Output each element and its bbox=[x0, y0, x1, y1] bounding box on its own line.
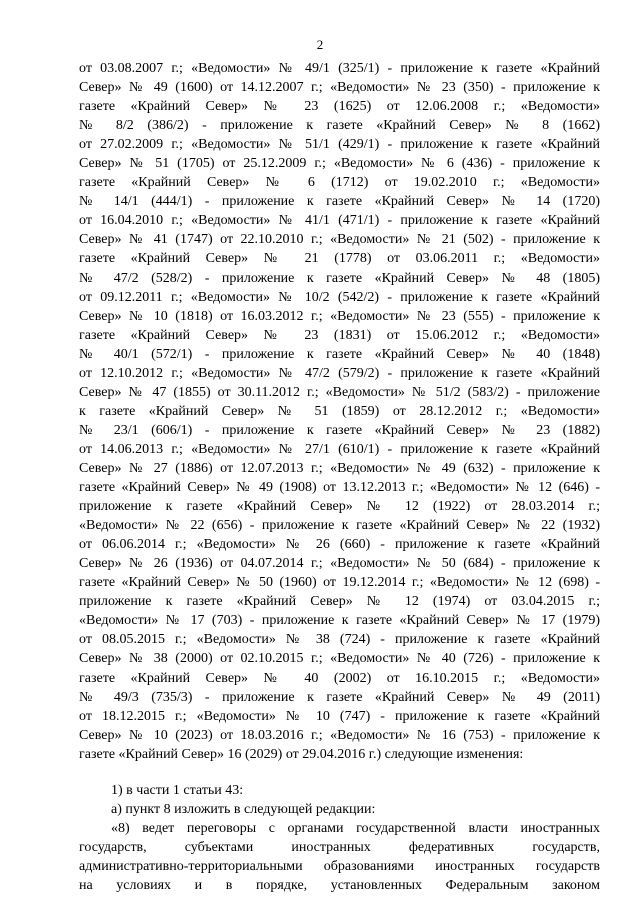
text-line: от 27.02.2009 г.; «Ведомости» № 51/1 (429/1) - приложение к газете «Крайний bbox=[79, 137, 600, 153]
quote-text-line: на условиях и в порядке, установленных Федеральным законом bbox=[79, 877, 600, 893]
text-line: газете «Крайний Север» № 23 (1831) от 15.06.2012 г.; «Ведомости» bbox=[79, 327, 600, 343]
text-line: от 03.08.2007 г.; «Ведомости» № 49/1 (325/1) - приложение к газете «Крайний bbox=[79, 61, 600, 76]
text-line: приложение к газете «Крайний Север» № 12 (1974) от 03.04.2015 г.; bbox=[79, 594, 600, 610]
text-line: Север» № 26 (1936) от 04.07.2014 г.; «Ведомости» № 50 (684) - приложение к bbox=[79, 556, 600, 572]
text-line: Север» № 27 (1886) от 12.07.2013 г.; «Ведомости» № 49 (632) - приложение к bbox=[79, 460, 600, 476]
continuation-paragraph bbox=[79, 59, 600, 764]
text-line: газете «Крайний Север» № 6 (1712) от 19.02.2010 г.; «Ведомости» bbox=[79, 175, 600, 191]
text-line: № 8/2 (386/2) - приложение к газете «Крайний Север» № 8 (1662) bbox=[79, 118, 600, 134]
paragraph-spacer bbox=[79, 764, 600, 781]
text-line: от 09.12.2011 г.; «Ведомости» № 10/2 (542/2) - приложение к газете «Крайний bbox=[79, 289, 600, 305]
quote-text-line: государств, субъектами иностранных федеративных государств, bbox=[79, 839, 600, 855]
text-line: Север» № 41 (1747) от 22.10.2010 г.; «Ведомости» № 21 (502) - приложение к bbox=[79, 232, 600, 248]
text-line: приложение к газете «Крайний Север» № 12 (1922) от 28.03.2014 г.; bbox=[79, 499, 600, 515]
text-line: газете «Крайний Север» 16 (2029) от 29.04.2016 г.) следующие изменения: bbox=[79, 746, 524, 762]
text-line: от 12.10.2012 г.; «Ведомости» № 47/2 (579/2) - приложение к газете «Крайний bbox=[79, 365, 600, 381]
text-line: № 47/2 (528/2) - приложение к газете «Крайний Север» № 48 (1805) bbox=[79, 270, 600, 286]
text-line: газете «Крайний Север» № 49 (1908) от 13.12.2013 г.; «Ведомости» № 12 (646) - bbox=[79, 480, 600, 496]
text-line: газете «Крайний Север» № 40 (2002) от 16.10.2015 г.; «Ведомости» bbox=[79, 670, 600, 686]
text-line: газете «Крайний Север» № 21 (1778) от 03.06.2011 г.; «Ведомости» bbox=[79, 251, 600, 267]
text-line: газете «Крайний Север» № 50 (1960) от 19.12.2014 г.; «Ведомости» № 12 (698) - bbox=[79, 575, 600, 591]
quoted-amendment-paragraph bbox=[79, 819, 600, 895]
document-body bbox=[79, 59, 600, 895]
text-line: от 16.04.2010 г.; «Ведомости» № 41/1 (471/1) - приложение к газете «Крайний bbox=[79, 213, 600, 229]
text-line: № 23/1 (606/1) - приложение к газете «Крайний Север» № 23 (1882) bbox=[79, 422, 600, 438]
text-line: Север» № 38 (2000) от 02.10.2015 г.; «Ведомости» № 40 (726) - приложение к bbox=[79, 651, 600, 667]
text-line: от 14.06.2013 г.; «Ведомости» № 27/1 (610/1) - приложение к газете «Крайний bbox=[79, 441, 600, 457]
text-line: № 14/1 (444/1) - приложение к газете «Крайний Север» № 14 (1720) bbox=[79, 194, 600, 210]
text-line: «Ведомости» № 22 (656) - приложение к газете «Крайний Север» № 22 (1932) bbox=[79, 518, 600, 534]
text-line: Север» № 49 (1600) от 14.12.2007 г.; «Ведомости» № 23 (350) - приложение к bbox=[79, 80, 600, 96]
text-line: Север» № 47 (1855) от 30.11.2012 г.; «Ведомости» № 51/2 (583/2) - приложение bbox=[79, 384, 600, 400]
item-a-heading: а) пункт 8 изложить в следующей редакции: bbox=[111, 801, 376, 817]
text-line: «Ведомости» № 17 (703) - приложение к газете «Крайний Север» № 17 (1979) bbox=[79, 613, 600, 629]
text-line: от 06.06.2014 г.; «Ведомости» № 26 (660) - приложение к газете «Крайний bbox=[79, 537, 600, 553]
quote-text-line: административно-территориальными образованиями иностранных государств bbox=[79, 858, 600, 874]
text-line: Север» № 10 (1818) от 16.03.2012 г.; «Ведомости» № 23 (555) - приложение к bbox=[79, 308, 600, 324]
text-line: № 49/3 (735/3) - приложение к газете «Крайний Север» № 49 (2011) bbox=[79, 689, 600, 705]
page-number: 2 bbox=[316, 37, 324, 52]
text-line: к газете «Крайний Север» № 51 (1859) от 28.12.2012 г.; «Ведомости» bbox=[79, 403, 600, 419]
text-line: от 08.05.2015 г.; «Ведомости» № 38 (724) - приложение к газете «Крайний bbox=[79, 632, 600, 648]
text-line: Север» № 51 (1705) от 25.12.2009 г.; «Ведомости» № 6 (436) - приложение к bbox=[79, 156, 600, 172]
text-line: № 40/1 (572/1) - приложение к газете «Крайний Север» № 40 (1848) bbox=[79, 346, 600, 362]
quote-text-line: «8) ведет переговоры с органами государственной власти иностранных bbox=[111, 820, 600, 836]
item-1-heading: 1) в части 1 статьи 43: bbox=[111, 782, 244, 798]
text-line: от 18.12.2015 г.; «Ведомости» № 10 (747) - приложение к газете «Крайний bbox=[79, 708, 600, 724]
text-line: газете «Крайний Север» № 23 (1625) от 12.06.2008 г.; «Ведомости» bbox=[79, 99, 600, 115]
text-line: Север» № 10 (2023) от 18.03.2016 г.; «Ведомости» № 16 (753) - приложение к bbox=[79, 727, 600, 743]
